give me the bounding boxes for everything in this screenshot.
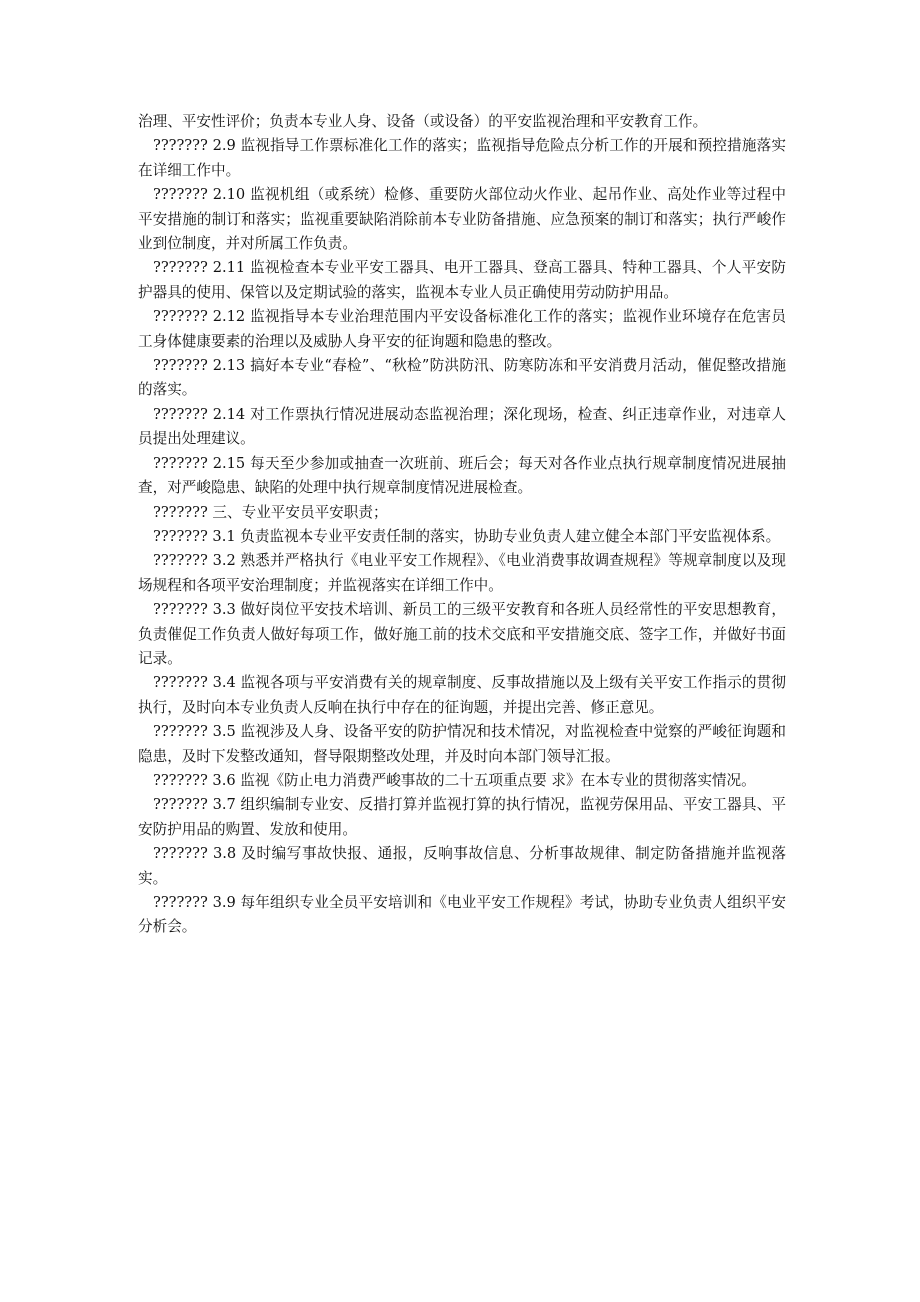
paragraph-3-8 <box>138 842 786 891</box>
paragraph-prefix: ??????? <box>153 601 213 619</box>
paragraph-2-12 <box>138 305 786 354</box>
paragraph-3-6 <box>138 769 786 793</box>
paragraph-prefix: ??????? <box>153 259 213 277</box>
paragraph-3-4 <box>138 671 786 720</box>
paragraph-3-5 <box>138 720 786 769</box>
paragraph-3-7 <box>138 793 786 842</box>
paragraph-text: 3.7 组织编制专业安、反措打算并监视打算的执行情况，监视劳保用品、平安工器具、平安防护用品的购置、发放和使用。 <box>138 796 786 838</box>
paragraph-2-11 <box>138 256 786 305</box>
paragraph-text: 2.14 对工作票执行情况进展动态监视治理；深化现场，检查、纠正违章作业，对违章人员提出处理建议。 <box>138 405 786 448</box>
paragraph-2-14 <box>138 403 786 452</box>
paragraph-text: 3.1 负责监视本专业平安责任制的落实，协助专业负责人建立健全本部门平安监视体系。 <box>212 527 781 545</box>
paragraph-prefix: ??????? <box>153 771 213 789</box>
paragraph-prefix: ??????? <box>153 894 213 911</box>
paragraph-3-2 <box>138 549 786 598</box>
paragraph-prefix: ??????? <box>153 308 213 326</box>
paragraph-prefix: ??????? <box>153 845 213 863</box>
paragraph-prefix: ??????? <box>153 454 213 472</box>
paragraph-prefix: ??????? <box>153 527 213 545</box>
paragraph-text: 2.13 搞好本专业“春检”、“秋检”防洪防汛、防寒防冻和平安消费月活动，催促整改措施的落实。 <box>138 357 786 399</box>
paragraph-prefix: ??????? <box>153 674 213 692</box>
paragraph-3-9 <box>138 891 786 940</box>
paragraph-text: 3.5 监视涉及人身、设备平安的防护情况和技术情况，对监视检查中觉察的严峻征询题和隐患，及时下发整改通知，督导限期整改处理，并及时向本部门领导汇报。 <box>138 723 786 765</box>
paragraph-prefix: ??????? <box>153 552 213 570</box>
paragraph-text: 2.12 监视指导本专业治理范围内平安设备标准化工作的落实；监视作业环境存在危害员工身体健康要素的治理以及威胁人身平安的征询题和隐患的整改。 <box>138 308 786 350</box>
paragraph-text: 2.9 监视指导工作票标准化工作的落实；监视指导危险点分析工作的开展和预控措施落实在详细工作中。 <box>138 137 786 179</box>
paragraph-prefix: ??????? <box>153 357 213 375</box>
paragraph-text: 3.8 及时编写事故快报、通报，反响事故信息、分析事故规律、制定防备措施并监视落实。 <box>138 845 786 887</box>
paragraph-text: 三、专业平安员平安职责； <box>212 503 388 521</box>
section-heading-3 <box>138 501 786 525</box>
paragraph-text: 3.9 每年组织专业全员平安培训和《电业平安工作规程》考试，协助专业负责人组织平安分析会。 <box>138 894 786 936</box>
paragraph-text: 2.10 监视机组（或系统）检修、重要防火部位动火作业、起吊作业、高处作业等过程中平安措施的制订和落实；监视重要缺陷消除前本专业防备措施、应急预案的制订和落实；执行严峻作业到位制度，并对所属工作负责。 <box>138 186 786 253</box>
paragraph-prefix: ??????? <box>153 137 213 155</box>
paragraph-2-9 <box>138 134 786 183</box>
paragraph-prefix: ??????? <box>153 796 213 814</box>
paragraph-text: 3.4 监视各项与平安消费有关的规章制度、反事故措施以及上级有关平安工作指示的贯彻执行，及时向本专业负责人反响在执行中存在的征询题，并提出完善、修正意见。 <box>138 674 786 716</box>
paragraph-2-10 <box>138 183 786 256</box>
paragraph-0 <box>138 110 786 134</box>
paragraph-text: 2.15 每天至少参加或抽查一次班前、班后会；每天对各作业点执行规章制度情况进展抽查，对严峻隐患、缺陷的处理中执行规章制度情况进展检查。 <box>138 454 786 497</box>
paragraph-text: 3.6 监视《防止电力消费严峻事故的二十五项重点要 求》在本专业的贯彻落实情况。 <box>212 771 756 789</box>
paragraph-prefix: ??????? <box>153 405 213 423</box>
paragraph-prefix: ??????? <box>153 723 213 741</box>
paragraph-3-1 <box>138 525 786 549</box>
paragraph-prefix: ??????? <box>153 503 213 521</box>
paragraph-text: 3.3 做好岗位平安技术培训、新员工的三级平安教育和各班人员经常性的平安思想教育，负责催促工作负责人做好每项工作，做好施工前的技术交底和平安措施交底、签字工作，并做好书面记录。 <box>138 601 786 667</box>
paragraph-text: 治理、平安性评价；负责本专业人身、设备（或设备）的平安监视治理和平安教育工作。 <box>138 113 708 130</box>
document-page <box>138 110 786 940</box>
paragraph-2-13 <box>138 354 786 403</box>
paragraph-text: 3.2 熟悉并严格执行《电业平安工作规程》、《电业消费事故调查规程》等规章制度以及现场规程和各项平安治理制度；并监视落实在详细工作中。 <box>138 552 786 594</box>
paragraph-2-15 <box>138 452 786 501</box>
paragraph-text: 2.11 监视检查本专业平安工器具、电开工器具、登高工器具、特种工器具、个人平安防护器具的使用、保管以及定期试验的落实，监视本专业人员正确使用劳动防护用品。 <box>138 259 786 301</box>
paragraph-3-3 <box>138 598 786 671</box>
paragraph-prefix: ??????? <box>153 186 213 204</box>
